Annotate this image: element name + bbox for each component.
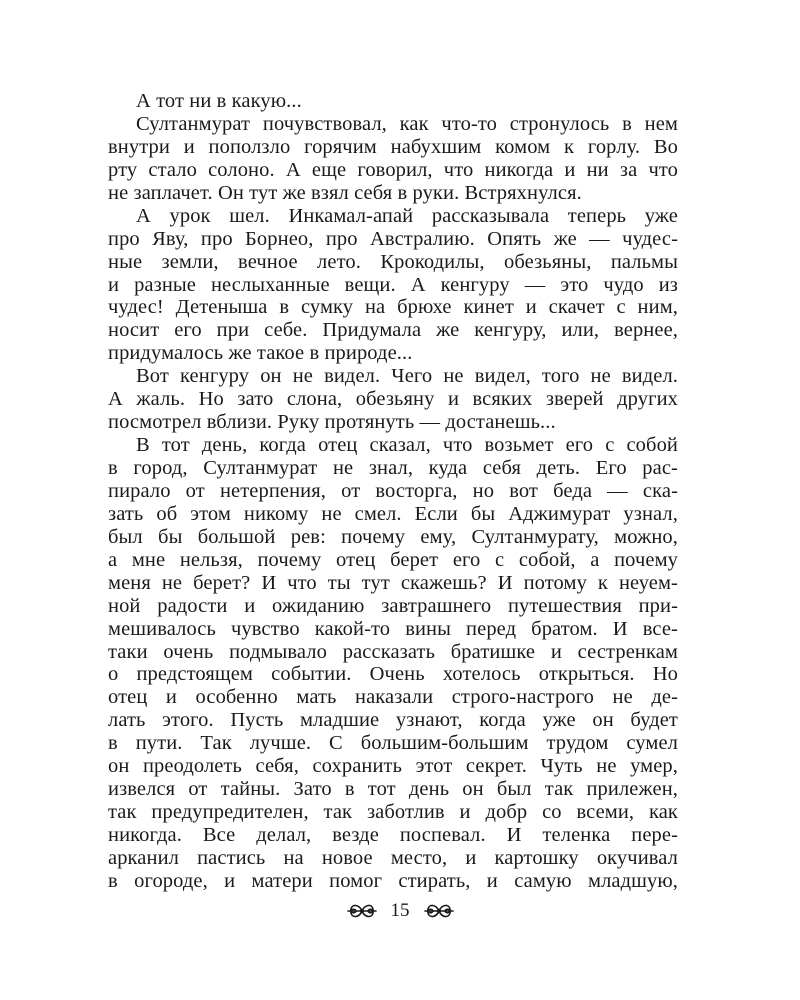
text-line: придумалось же такое в природе... — [108, 342, 413, 365]
text-line: таки очень подмывало рассказать братишке и сестренкам — [108, 640, 678, 663]
text-line: ной радости и ожиданию завтрашнего путешествия при- — [108, 594, 678, 617]
text-line: мешивалось чувство какой-то вины перед братом. И все- — [108, 617, 678, 640]
text-line: так предупредителен, так заботлив и добр со всеми, как — [108, 801, 678, 824]
text-line: В тот день, когда отец сказал, что возьмет его с собой — [136, 434, 678, 457]
floral-ornament-icon — [347, 902, 377, 920]
text-line: А урок шел. Инкамал-апай рассказывала теперь уже — [136, 204, 678, 227]
text-line: рту стало солоно. А еще говорил, что никогда и ни за что — [108, 158, 678, 181]
text-line: в город, Султанмурат не знал, куда себя деть. Его рас- — [108, 457, 678, 479]
page-footer — [0, 898, 800, 924]
text-line: арканил пастись на новое место, и картошку окучивал — [108, 846, 678, 869]
text-line: в огороде, и матери помог стирать, и самую младшую, — [108, 869, 678, 892]
text-line: чудес! Детеныша в сумку на брюхе кинет и скачет с ним, — [108, 296, 678, 319]
body-text — [108, 90, 678, 893]
text-line: Вот кенгуру он не видел. Чего не видел, того не видел. — [136, 365, 678, 388]
text-line: зать об этом никому не смел. Если бы Аджимурат узнал, — [108, 502, 678, 525]
text-line: о предстоящем событии. Очень хотелось открыться. Но — [108, 663, 678, 686]
text-line: лать этого. Пусть младшие узнают, когда уже он будет — [108, 709, 678, 732]
text-line: про Яву, про Борнео, про Австралию. Опять же — чудес- — [108, 227, 678, 250]
text-line: а мне нельзя, почему отец берет его с собой, а почему — [108, 548, 678, 571]
text-line: А тот ни в какую... — [136, 90, 302, 112]
text-line: внутри и поползло горячим набухшим комом к горлу. Во — [108, 135, 678, 158]
page-number: 15 — [390, 900, 410, 921]
text-line: Султанмурат почувствовал, как что-то стронулось в нем — [136, 112, 678, 135]
floral-ornament-icon — [424, 902, 454, 920]
text-line: был бы большой рев: почему ему, Султанмурату, можно, — [108, 525, 678, 548]
text-line: пирало от нетерпения, от восторга, но вот беда — ска- — [108, 479, 678, 502]
text-line: он преодолеть себя, сохранить этот секрет. Чуть не умер, — [108, 755, 678, 778]
text-line: не заплачет. Он тут же взял себя в руки. Встряхнулся. — [108, 181, 582, 204]
text-line: извелся от тайны. Зато в тот день он был так прилежен, — [108, 778, 678, 801]
text-line: отец и особенно мать наказали строго-настрого не де- — [108, 686, 678, 709]
text-line: А жаль. Но зато слона, обезьяну и всяких зверей других — [108, 388, 678, 411]
text-line: меня не берет? И что ты тут скажешь? И потому к неуем- — [108, 571, 678, 594]
text-line: посмотрел вблизи. Руку протянуть — достанешь... — [108, 411, 556, 434]
text-line: и разные неслыханные вещи. А кенгуру — это чудо из — [108, 273, 678, 296]
text-line: никогда. Все делал, везде поспевал. И теленка пере- — [108, 824, 678, 846]
text-line: носит его при себе. Придумала же кенгуру, или, вернее, — [108, 319, 678, 342]
text-line: ные земли, вечное лето. Крокодилы, обезьяны, пальмы — [108, 250, 678, 273]
text-line: в пути. Так лучше. С большим-большим трудом сумел — [108, 732, 678, 755]
